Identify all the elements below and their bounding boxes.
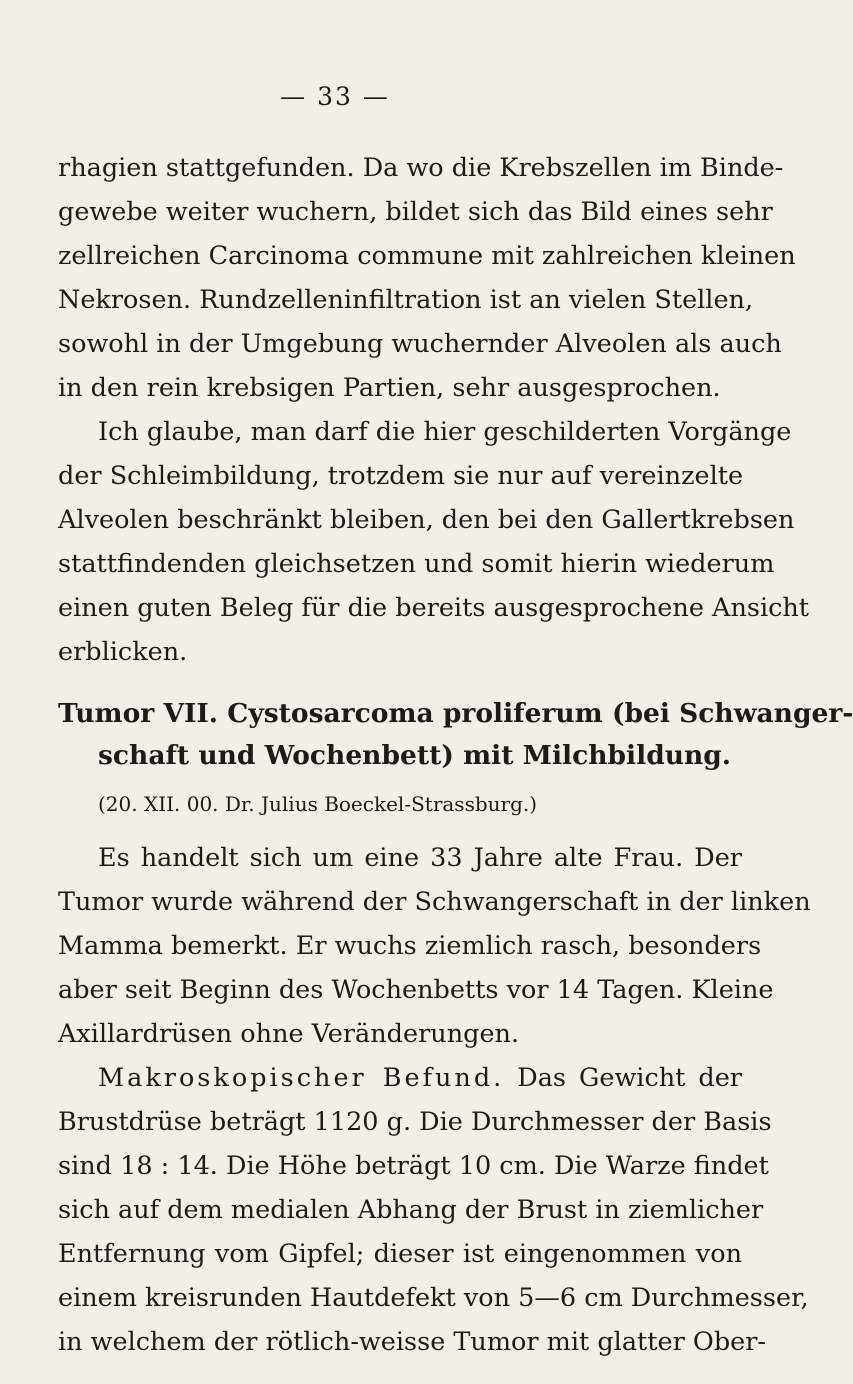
text-line: Axillardrüsen ohne Veränderungen. xyxy=(58,1019,520,1049)
text-line: Alveolen beschränkt bleiben, den bei den Gallertkrebsen xyxy=(58,505,795,535)
text-line xyxy=(98,1060,742,1096)
page-number: — 33 — xyxy=(280,82,390,111)
text-line: stattfindenden gleichsetzen und somit hierin wiederum xyxy=(58,549,775,579)
text-line: in welchem der rötlich-weisse Tumor mit glatter Ober- xyxy=(58,1327,767,1357)
text-line: sowohl in der Umgebung wuchernder Alveolen als auch xyxy=(58,329,782,359)
text-line: sind 18 : 14. Die Höhe beträgt 10 cm. Die Warze findet xyxy=(58,1151,769,1181)
text-line: erblicken. xyxy=(58,637,188,667)
text-line: in den rein krebsigen Partien, sehr ausgesprochen. xyxy=(58,373,721,403)
subsection-lead: Makroskopischer Befund. xyxy=(98,1063,505,1093)
text-line: sich auf dem medialen Abhang der Brust in ziemlicher xyxy=(58,1195,764,1225)
text-line: einen guten Beleg für die bereits ausgesprochene Ansicht xyxy=(58,593,810,623)
section-heading-continued: schaft und Wochenbett) mit Milchbildung. xyxy=(98,740,732,771)
text-line: der Schleimbildung, trotzdem sie nur auf vereinzelte xyxy=(58,461,744,491)
text-line: Nekrosen. Rundzelleninfiltration ist an vielen Stellen, xyxy=(58,285,754,315)
text-line: gewebe weiter wuchern, bildet sich das Bild eines sehr xyxy=(58,197,773,227)
text-line: rhagien stattgefunden. Da wo die Krebszellen im Binde- xyxy=(58,153,784,183)
text-line: Ich glaube, man darf die hier geschilderten Vorgänge xyxy=(98,417,792,447)
text-line: Brustdrüse beträgt 1120 g. Die Durchmesser der Basis xyxy=(58,1107,772,1137)
source-attribution: (20. XII. 00. Dr. Julius Boeckel-Strassburg.) xyxy=(98,792,538,816)
text-line: aber seit Beginn des Wochenbetts vor 14 Tagen. Kleine xyxy=(58,975,774,1005)
text-fragment: Das Gewicht der xyxy=(517,1063,742,1093)
text-line: Mamma bemerkt. Er wuchs ziemlich rasch, besonders xyxy=(58,931,762,961)
text-line: Es handelt sich um eine 33 Jahre alte Frau. Der xyxy=(98,843,742,873)
section-heading: Tumor VII. Cystosarcoma proliferum (bei Schwanger- xyxy=(58,698,853,729)
text-line: zellreichen Carcinoma commune mit zahlreichen kleinen xyxy=(58,241,796,271)
text-line: Entfernung vom Gipfel; dieser ist eingenommen von xyxy=(58,1239,742,1269)
text-line: einem kreisrunden Hautdefekt von 5—6 cm Durchmesser, xyxy=(58,1283,809,1313)
text-line: Tumor wurde während der Schwangerschaft in der linken xyxy=(58,887,811,917)
